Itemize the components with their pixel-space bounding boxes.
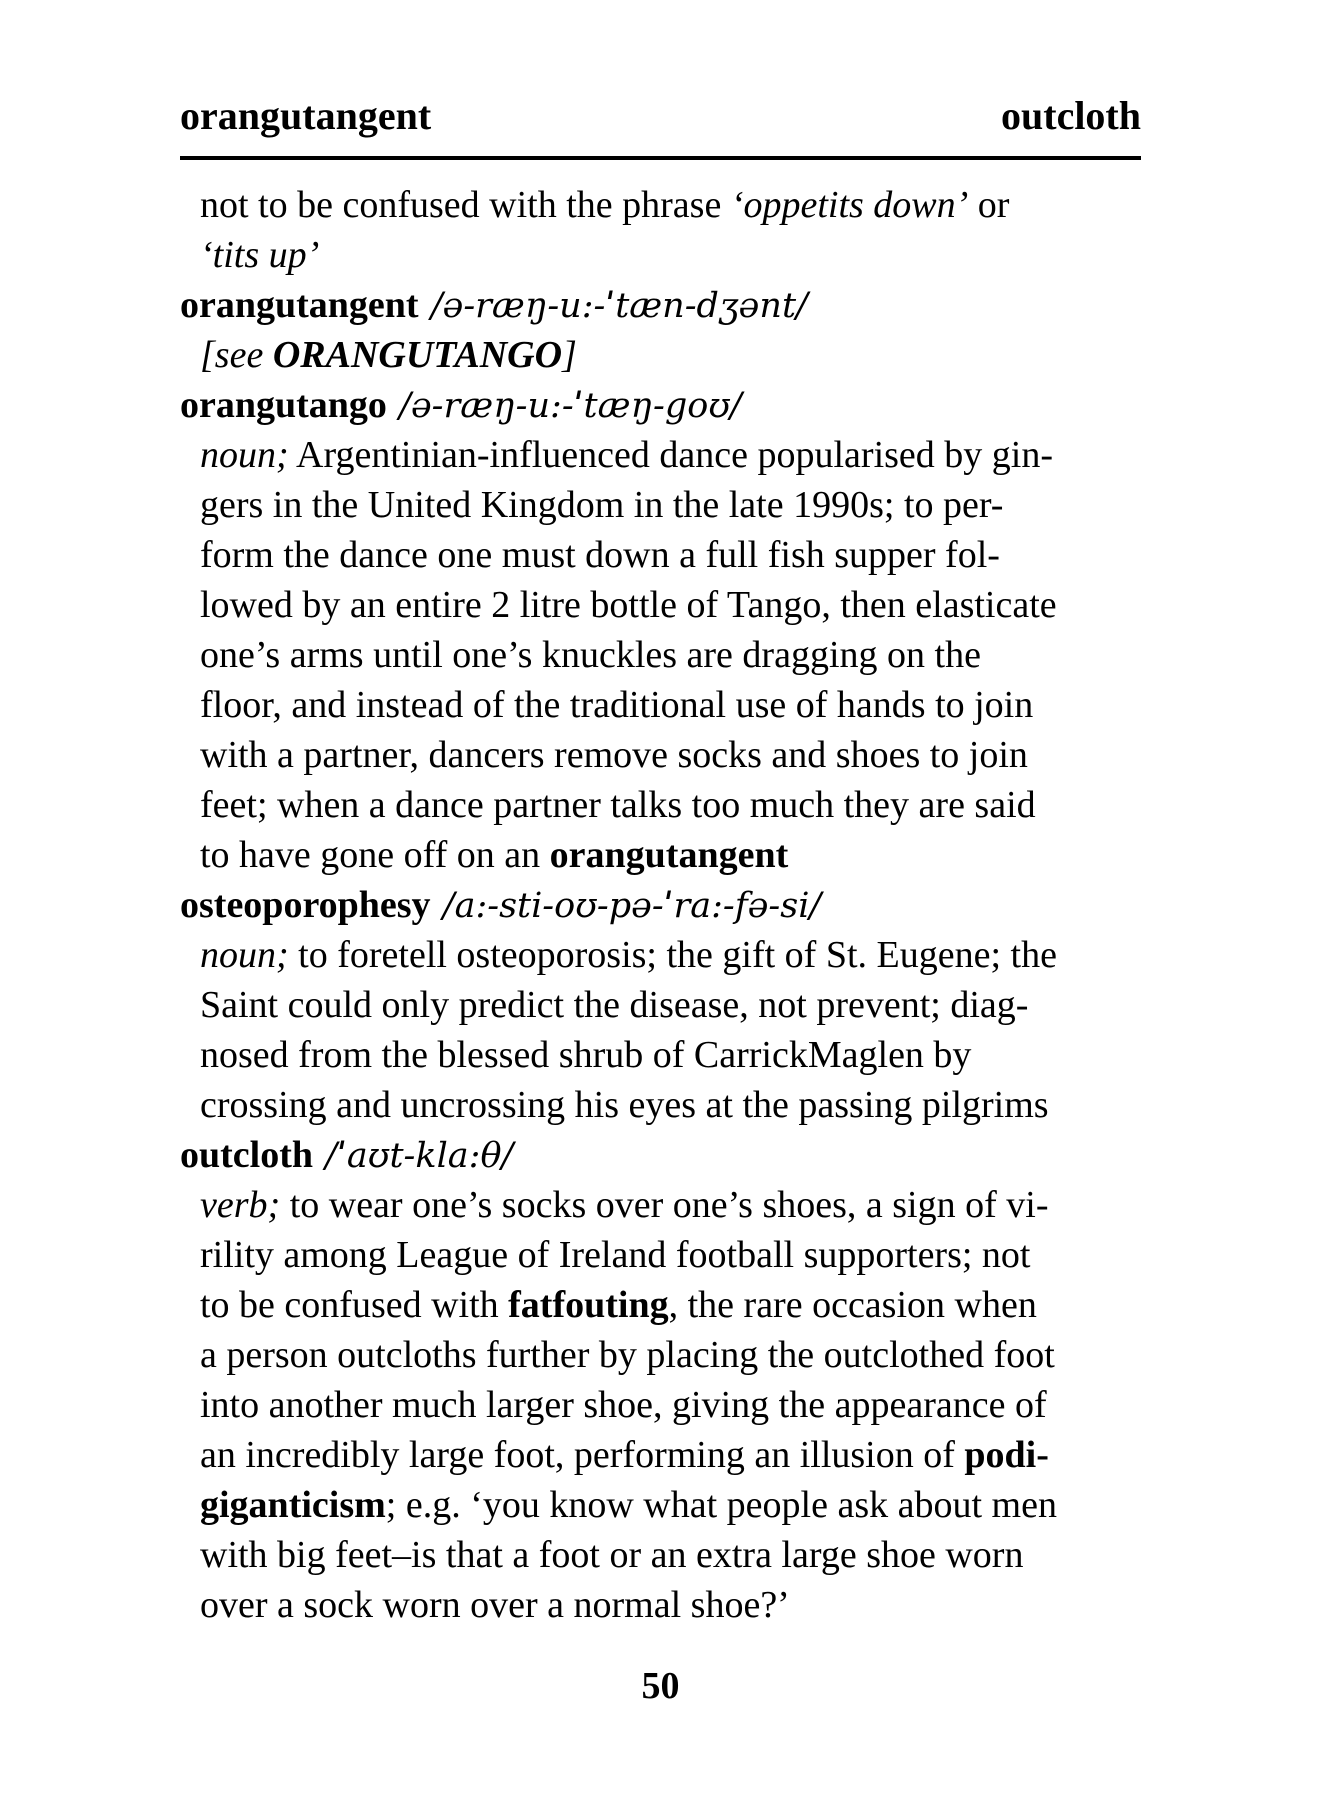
text-segment: crossing and uncrossing his eyes at the passing pilgrims	[200, 1084, 1049, 1126]
text-segment: ‘tits up’	[200, 234, 320, 276]
entry-orangutango	[180, 380, 1141, 880]
text-segment: ‘oppetits down’	[730, 184, 969, 226]
entry-osteoporophesy	[180, 880, 1141, 1130]
entry-headword-line	[180, 1130, 1141, 1180]
text-segment: or	[968, 184, 1010, 226]
entry-orangutangent	[180, 280, 1141, 380]
text-segment: feet; when a dance partner talks too much they are said	[200, 784, 1036, 826]
entry-headword-line	[180, 380, 1141, 430]
text-line	[180, 1380, 1141, 1430]
text-line	[180, 580, 1141, 630]
page-body	[180, 180, 1141, 1630]
text-segment: [see	[200, 334, 273, 376]
text-segment: podi-	[964, 1434, 1049, 1476]
text-line	[180, 1330, 1141, 1380]
text-line	[180, 430, 1141, 480]
text-segment: an incredibly large foot, performing an illusion of	[200, 1434, 965, 1476]
text-segment: verb;	[200, 1184, 281, 1226]
ipa-pronunciation: /a:-sti-oʊ-pə-ˈra:-fə-si/	[442, 886, 822, 926]
text-segment: with big feet–is that a foot or an extra large shoe worn	[200, 1534, 1024, 1576]
text-segment: form the dance one must down a full fish supper fol-	[200, 534, 1000, 576]
entry-headword-line	[180, 880, 1141, 930]
text-line	[180, 1580, 1141, 1630]
text-segment: osteoporophesy	[180, 884, 431, 926]
ipa-pronunciation: /ə-ræŋ-u:-ˈtæŋ-goʊ/	[399, 386, 742, 426]
text-segment: to foretell osteoporosis; the gift of St. Eugene; the	[288, 934, 1057, 976]
header-rule	[180, 156, 1141, 160]
entry-headword-line	[180, 280, 1141, 330]
text-line	[180, 330, 1141, 380]
text-line	[180, 930, 1141, 980]
text-line	[180, 780, 1141, 830]
text-segment: floor, and instead of the traditional use of hands to join	[200, 684, 1034, 726]
text-line	[180, 1430, 1141, 1480]
text-line	[180, 680, 1141, 730]
text-segment: ; e.g. ‘you know what people ask about men	[385, 1484, 1057, 1526]
text-line	[180, 1080, 1141, 1130]
text-segment: a person outcloths further by placing the outclothed foot	[200, 1334, 1055, 1376]
text-segment: gers in the United Kingdom in the late 1990s; to per-	[200, 484, 1004, 526]
running-head-right: outcloth	[1001, 93, 1141, 138]
text-segment: rility among League of Ireland football supporters; not	[200, 1234, 1031, 1276]
text-segment: not to be confused with the phrase	[200, 184, 731, 226]
text-segment: orangutango	[180, 384, 387, 426]
running-head-left: orangutangent	[180, 93, 432, 138]
text-segment: Argentinian-influenced dance popularised by gin-	[288, 434, 1053, 476]
text-line	[180, 980, 1141, 1030]
text-segment: nosed from the blessed shrub of CarrickMaglen by	[200, 1034, 972, 1076]
text-line	[180, 480, 1141, 530]
text-segment: lowed by an entire 2 litre bottle of Tango, then elasticate	[200, 584, 1057, 626]
text-segment: to wear one’s socks over one’s shoes, a sign of vi-	[280, 1184, 1049, 1226]
text-line	[180, 730, 1141, 780]
text-line	[180, 1180, 1141, 1230]
text-segment: , the rare occasion when	[668, 1284, 1037, 1326]
text-line	[180, 1530, 1141, 1580]
text-segment: outcloth	[180, 1134, 313, 1176]
text-segment: with a partner, dancers remove socks and shoes to join	[200, 734, 1028, 776]
text-segment: ORANGUTANGO	[272, 334, 563, 376]
text-line	[180, 1230, 1141, 1280]
text-segment: to be confused with	[200, 1284, 509, 1326]
text-segment: to have gone off on an	[200, 834, 550, 876]
text-segment: giganticism	[200, 1484, 386, 1526]
text-line	[180, 630, 1141, 680]
text-line	[180, 1030, 1141, 1080]
text-segment: into another much larger shoe, giving the appearance of	[200, 1384, 1047, 1426]
text-segment: fatfouting	[508, 1284, 669, 1326]
text-line	[180, 1480, 1141, 1530]
page-footer	[180, 1664, 1141, 1708]
text-line	[180, 830, 1141, 880]
running-head	[180, 92, 1141, 140]
text-line	[180, 1280, 1141, 1330]
text-segment: one’s arms until one’s knuckles are dragging on the	[200, 634, 981, 676]
text-line	[180, 180, 1141, 230]
text-segment: noun;	[200, 434, 289, 476]
text-segment: Saint could only predict the disease, not prevent; diag-	[200, 984, 1029, 1026]
entry-outcloth	[180, 1130, 1141, 1630]
text-segment: orangutangent	[549, 834, 789, 876]
text-line	[180, 530, 1141, 580]
text-segment: orangutangent	[180, 284, 419, 326]
ipa-pronunciation: /ˈaʊt-kla:θ/	[325, 1136, 514, 1176]
text-segment: noun;	[200, 934, 289, 976]
text-segment: over a sock worn over a normal shoe?’	[200, 1584, 790, 1626]
page-number: 50	[641, 1665, 680, 1707]
entry-continuation-tits-up	[180, 180, 1141, 280]
text-segment: ]	[562, 334, 577, 376]
ipa-pronunciation: /ə-ræŋ-u:-ˈtæn-dʒənt/	[430, 286, 808, 326]
text-line	[180, 230, 1141, 280]
